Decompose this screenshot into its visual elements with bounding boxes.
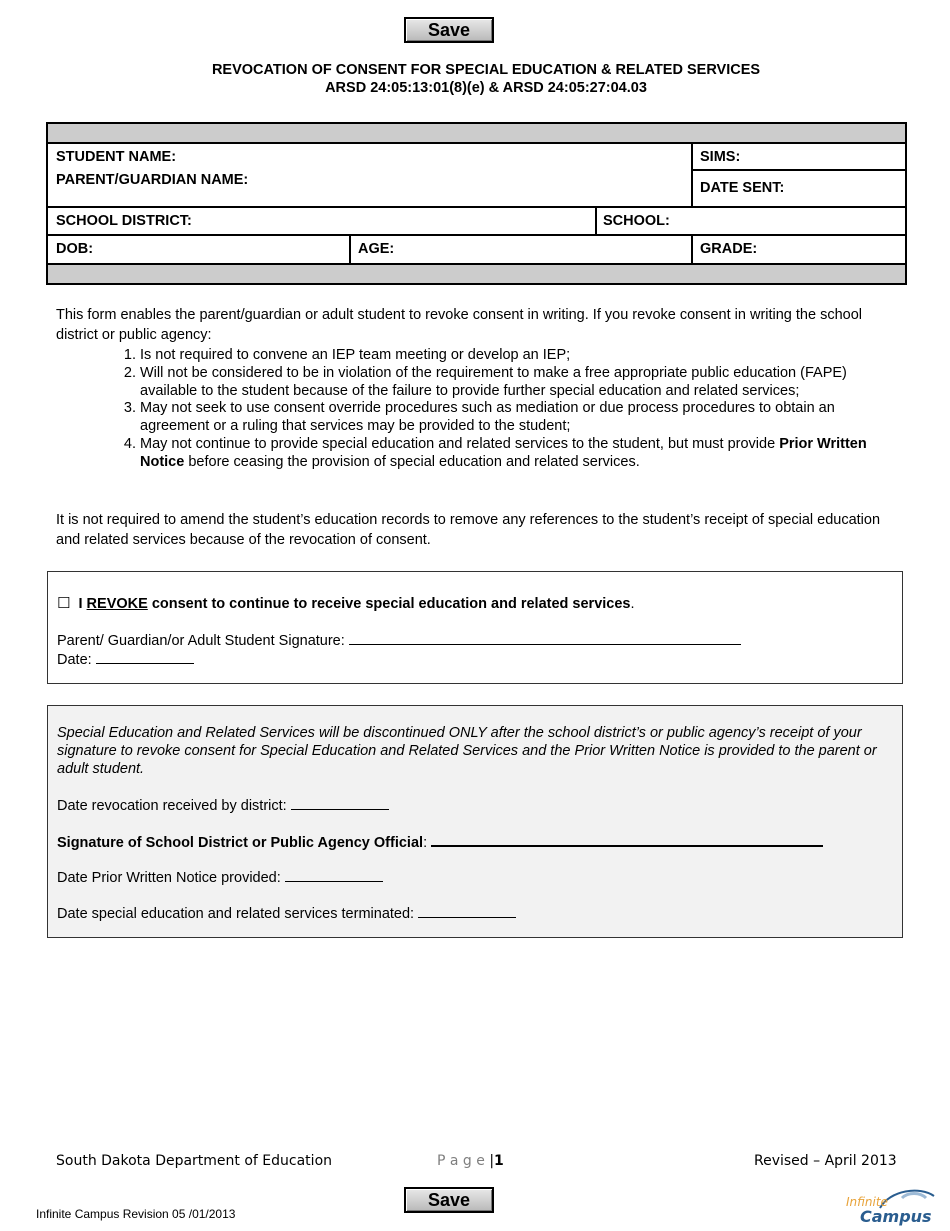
divider (595, 206, 597, 234)
intro-paragraph: This form enables the parent/guardian or adult student to revoke consent in writing. If you revoke consent in writing the school district or public agency: (56, 307, 863, 343)
date-received-field[interactable] (291, 795, 389, 810)
parent-guardian-name-label: PARENT/GUARDIAN NAME: (56, 172, 249, 188)
infinite-campus-logo (842, 1186, 942, 1226)
age-label: AGE: (358, 241, 395, 257)
official-signature-label: Signature of School District or Public Agency Official (57, 835, 424, 851)
dob-label: DOB: (56, 241, 94, 257)
divider (48, 142, 905, 144)
divider (691, 234, 693, 263)
student-name-label: STUDENT NAME: (56, 149, 177, 165)
terminated-date-field[interactable] (418, 903, 516, 918)
date-label: Date: (57, 652, 92, 668)
signature-label: Parent/ Guardian/or Adult Student Signature: (57, 633, 345, 649)
discontinuation-notice: Special Education and Related Services will be discontinued ONLY after the school district’s or public agency’s receipt of your signature to revoke consent for Special Education and Related Services and the Prior Written Notice is provided to the parent or adult student. (57, 725, 877, 777)
prior-written-notice-emphasis: Prior Written Notice (140, 435, 867, 470)
page-number: P a g e |1 (437, 1153, 504, 1169)
divider (48, 206, 905, 208)
svg-text:Infinite: Infinite (846, 1195, 888, 1209)
footer-department: South Dakota Department of Education (56, 1153, 333, 1169)
terminated-date-row (57, 903, 516, 922)
school-district-label: SCHOOL DISTRICT: (56, 213, 192, 229)
signature-field[interactable] (349, 630, 741, 645)
revoke-consent-section (47, 571, 903, 684)
official-signature-field[interactable] (431, 831, 823, 847)
revocation-effects-list (56, 347, 896, 472)
form-title: REVOCATION OF CONSENT FOR SPECIAL EDUCATION & RELATED SERVICES (211, 62, 761, 78)
divider (48, 234, 905, 236)
list-item: 2. Will not be considered to be in violation of the requirement to make a free appropriate public education (FAPE) available to the student because of the failure to provide further special education and related services; (140, 365, 896, 401)
list-item: 1. Is not required to convene an IEP team meeting or develop an IEP; (140, 347, 896, 365)
svg-text:Campus: Campus (860, 1207, 932, 1226)
list-item: 3. May not seek to use consent override procedures such as mediation or due process procedures to obtain an agreement or a ruling that services may be provided to the student; (140, 400, 896, 436)
school-label: SCHOOL: (603, 213, 670, 229)
pwn-date-label: Date Prior Written Notice provided: (57, 870, 281, 886)
date-row (57, 649, 194, 668)
table-footer-bar (48, 265, 905, 283)
revoke-statement: ☐ I REVOKE consent to continue to receive special education and related services. (57, 595, 635, 612)
pwn-date-row (57, 867, 383, 886)
terminated-date-label: Date special education and related services terminated: (57, 906, 415, 922)
date-received-label: Date revocation received by district: (57, 798, 287, 814)
date-field[interactable] (96, 649, 194, 664)
revoke-emphasis: REVOKE (86, 596, 148, 612)
sims-label: SIMS: (700, 149, 741, 165)
ic-revision-note: Infinite Campus Revision 05 /01/2013 (36, 1207, 236, 1221)
date-received-row (57, 795, 389, 814)
student-info-table (46, 122, 907, 285)
district-section (47, 705, 903, 938)
save-button-bottom[interactable]: Save (404, 1187, 494, 1213)
divider (691, 142, 693, 206)
signature-row (57, 630, 741, 649)
closing-paragraph: It is not required to amend the student’s education records to remove any references to the student’s receipt of special education and related services because of the revocation of consent. (56, 512, 881, 548)
grade-label: GRADE: (700, 241, 758, 257)
date-sent-label: DATE SENT: (700, 180, 785, 196)
form-citation: ARSD 24:05:13:01(8)(e) & ARSD 24:05:27:04.03 (325, 80, 647, 96)
revoke-checkbox[interactable]: ☐ (57, 595, 71, 612)
divider (349, 234, 351, 263)
footer-revised: Revised – April 2013 (754, 1153, 897, 1169)
pwn-date-field[interactable] (285, 867, 383, 882)
logo-swoosh-icon (842, 1186, 942, 1226)
table-header-bar (48, 124, 905, 142)
official-signature-row: Signature of School District or Public Agency Official: (57, 831, 823, 851)
divider (692, 169, 905, 171)
list-item: 4. May not continue to provide special education and related services to the student, but must provide Prior Written Notice before ceasing the provision of special education and related services. (140, 436, 896, 472)
save-button-top[interactable]: Save (404, 17, 494, 43)
